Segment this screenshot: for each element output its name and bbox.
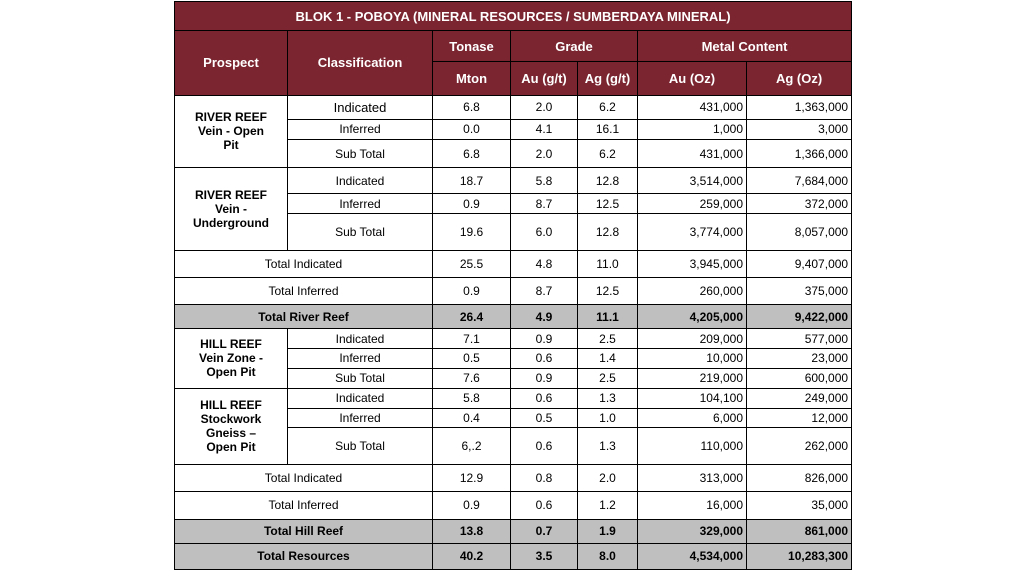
cell-total-label: Total Inferred	[175, 492, 433, 519]
prospect-name	[175, 168, 288, 251]
cell-au-oz: 10,000	[638, 349, 747, 368]
cell-au-gt: 0.6	[511, 492, 578, 519]
prospect-name-line: RIVER REEF	[194, 187, 267, 202]
cell-total-label: Total Resources	[175, 543, 433, 569]
cell-ag-oz: 10,283,300	[747, 543, 852, 569]
cell-classification: Inferred	[288, 119, 433, 139]
cell-mton: 25.5	[433, 250, 511, 277]
table-row	[175, 95, 852, 119]
cell-au-gt: 0.6	[511, 388, 578, 408]
prospect-name-line: Open Pit	[206, 440, 256, 455]
header-au-gt: Au (g/t)	[511, 62, 578, 95]
cell-au-gt: 3.5	[511, 543, 578, 569]
cell-total-label: Total Indicated	[175, 250, 433, 277]
cell-ag-oz: 35,000	[747, 492, 852, 519]
cell-au-gt: 2.0	[511, 139, 578, 167]
cell-classification: Sub Total	[288, 368, 433, 388]
cell-mton: 7.6	[433, 368, 511, 388]
cell-au-oz: 329,000	[638, 519, 747, 543]
cell-au-gt: 4.9	[511, 305, 578, 329]
cell-ag-oz: 23,000	[747, 349, 852, 368]
cell-au-oz: 4,534,000	[638, 543, 747, 569]
cell-total-label: Total Indicated	[175, 465, 433, 492]
cell-classification: Indicated	[288, 95, 433, 119]
cell-ag-oz: 826,000	[747, 465, 852, 492]
cell-ag-gt: 2.5	[578, 368, 638, 388]
cell-ag-gt: 12.8	[578, 214, 638, 250]
cell-au-oz: 219,000	[638, 368, 747, 388]
cell-ag-oz: 861,000	[747, 519, 852, 543]
cell-mton: 0.9	[433, 492, 511, 519]
cell-classification: Inferred	[288, 349, 433, 368]
cell-classification: Indicated	[288, 388, 433, 408]
prospect-name-line: Vein Zone -	[198, 351, 263, 366]
header-ag-oz: Ag (Oz)	[747, 62, 852, 95]
cell-mton: 0.9	[433, 194, 511, 214]
cell-total-label: Total River Reef	[175, 305, 433, 329]
cell-classification: Inferred	[288, 194, 433, 214]
cell-au-gt: 6.0	[511, 214, 578, 250]
header-ag-gt: Ag (g/t)	[578, 62, 638, 95]
prospect-name-line: Pit	[223, 138, 239, 153]
cell-classification: Sub Total	[288, 427, 433, 464]
grand-total-row	[175, 543, 852, 569]
cell-classification: Sub Total	[288, 214, 433, 250]
prospect-name-line: RIVER REEF	[194, 110, 267, 125]
cell-ag-gt: 1.4	[578, 349, 638, 368]
cell-ag-oz: 372,000	[747, 194, 852, 214]
cell-au-gt: 0.9	[511, 329, 578, 349]
cell-mton: 5.8	[433, 388, 511, 408]
cell-au-gt: 4.8	[511, 250, 578, 277]
prospect-name-line: Vein - Open	[197, 124, 264, 139]
cell-au-oz: 209,000	[638, 329, 747, 349]
cell-classification: Sub Total	[288, 139, 433, 167]
cell-ag-gt: 2.5	[578, 329, 638, 349]
cell-au-oz: 110,000	[638, 427, 747, 464]
cell-au-gt: 2.0	[511, 95, 578, 119]
prospect-name	[175, 388, 288, 465]
cell-ag-oz: 577,000	[747, 329, 852, 349]
cell-au-oz: 3,945,000	[638, 250, 747, 277]
cell-mton: 40.2	[433, 543, 511, 569]
cell-total-label: Total Inferred	[175, 277, 433, 304]
cell-mton: 0.9	[433, 277, 511, 304]
prospect-name-line: Gneiss –	[205, 426, 257, 441]
header-metal-content: Metal Content	[638, 31, 852, 62]
cell-au-oz: 1,000	[638, 119, 747, 139]
cell-mton: 6.8	[433, 139, 511, 167]
cell-au-oz: 3,774,000	[638, 214, 747, 250]
mineral-resources-table	[174, 1, 852, 570]
header-au-oz: Au (Oz)	[638, 62, 747, 95]
table-title: BLOK 1 - POBOYA (MINERAL RESOURCES / SUMBERDAYA MINERAL)	[175, 2, 852, 31]
cell-ag-oz: 7,684,000	[747, 168, 852, 194]
header-grade: Grade	[511, 31, 638, 62]
cell-total-label: Total Hill Reef	[175, 519, 433, 543]
cell-mton: 18.7	[433, 168, 511, 194]
header-prospect: Prospect	[175, 31, 288, 95]
cell-mton: 0.4	[433, 408, 511, 427]
cell-ag-gt: 16.1	[578, 119, 638, 139]
cell-au-gt: 4.1	[511, 119, 578, 139]
cell-au-oz: 260,000	[638, 277, 747, 304]
prospect-name-line: Vein -	[214, 201, 247, 216]
cell-mton: 13.8	[433, 519, 511, 543]
cell-ag-gt: 11.1	[578, 305, 638, 329]
cell-ag-gt: 8.0	[578, 543, 638, 569]
cell-au-oz: 16,000	[638, 492, 747, 519]
cell-ag-oz: 1,363,000	[747, 95, 852, 119]
cell-au-gt: 0.5	[511, 408, 578, 427]
total-row	[175, 277, 852, 304]
prospect-name-line: Open Pit	[206, 365, 256, 380]
table-row	[175, 168, 852, 194]
cell-ag-gt: 12.5	[578, 194, 638, 214]
cell-mton: 6,.2	[433, 427, 511, 464]
cell-au-gt: 0.6	[511, 427, 578, 464]
cell-ag-oz: 375,000	[747, 277, 852, 304]
cell-ag-oz: 8,057,000	[747, 214, 852, 250]
prospect-name-line: HILL REEF	[200, 337, 262, 352]
cell-mton: 26.4	[433, 305, 511, 329]
cell-ag-gt: 12.8	[578, 168, 638, 194]
cell-au-gt: 0.7	[511, 519, 578, 543]
cell-au-oz: 431,000	[638, 95, 747, 119]
cell-au-oz: 6,000	[638, 408, 747, 427]
cell-au-oz: 431,000	[638, 139, 747, 167]
total-row	[175, 519, 852, 543]
cell-au-gt: 8.7	[511, 277, 578, 304]
cell-ag-oz: 9,422,000	[747, 305, 852, 329]
cell-au-gt: 0.8	[511, 465, 578, 492]
cell-classification: Indicated	[288, 329, 433, 349]
prospect-name	[175, 329, 288, 388]
header-tonase: Tonase	[433, 31, 511, 62]
cell-mton: 19.6	[433, 214, 511, 250]
cell-ag-gt: 1.3	[578, 427, 638, 464]
cell-au-gt: 0.9	[511, 368, 578, 388]
total-row	[175, 305, 852, 329]
prospect-name	[175, 95, 288, 167]
cell-classification: Indicated	[288, 168, 433, 194]
total-row	[175, 250, 852, 277]
table-row	[175, 329, 852, 349]
cell-ag-gt: 1.3	[578, 388, 638, 408]
cell-au-oz: 104,100	[638, 388, 747, 408]
cell-ag-gt: 6.2	[578, 95, 638, 119]
cell-au-gt: 0.6	[511, 349, 578, 368]
cell-ag-oz: 262,000	[747, 427, 852, 464]
prospect-name-line: Stockwork	[200, 412, 262, 427]
cell-ag-gt: 1.2	[578, 492, 638, 519]
cell-mton: 0.5	[433, 349, 511, 368]
cell-au-gt: 5.8	[511, 168, 578, 194]
cell-mton: 6.8	[433, 95, 511, 119]
cell-ag-gt: 2.0	[578, 465, 638, 492]
cell-classification: Inferred	[288, 408, 433, 427]
cell-mton: 7.1	[433, 329, 511, 349]
cell-ag-oz: 12,000	[747, 408, 852, 427]
cell-ag-gt: 1.0	[578, 408, 638, 427]
total-row	[175, 492, 852, 519]
cell-ag-oz: 249,000	[747, 388, 852, 408]
cell-ag-oz: 9,407,000	[747, 250, 852, 277]
cell-au-gt: 8.7	[511, 194, 578, 214]
cell-ag-oz: 3,000	[747, 119, 852, 139]
cell-ag-oz: 1,366,000	[747, 139, 852, 167]
prospect-name-line: Underground	[193, 215, 269, 230]
prospect-name-line: HILL REEF	[200, 398, 262, 413]
cell-ag-gt: 11.0	[578, 250, 638, 277]
cell-mton: 12.9	[433, 465, 511, 492]
cell-ag-oz: 600,000	[747, 368, 852, 388]
cell-ag-gt: 12.5	[578, 277, 638, 304]
table-row	[175, 388, 852, 408]
header-classification: Classification	[288, 31, 433, 95]
cell-au-oz: 3,514,000	[638, 168, 747, 194]
total-row	[175, 465, 852, 492]
header-mton: Mton	[433, 62, 511, 95]
cell-au-oz: 313,000	[638, 465, 747, 492]
cell-mton: 0.0	[433, 119, 511, 139]
cell-au-oz: 259,000	[638, 194, 747, 214]
cell-ag-gt: 1.9	[578, 519, 638, 543]
cell-ag-gt: 6.2	[578, 139, 638, 167]
cell-au-oz: 4,205,000	[638, 305, 747, 329]
